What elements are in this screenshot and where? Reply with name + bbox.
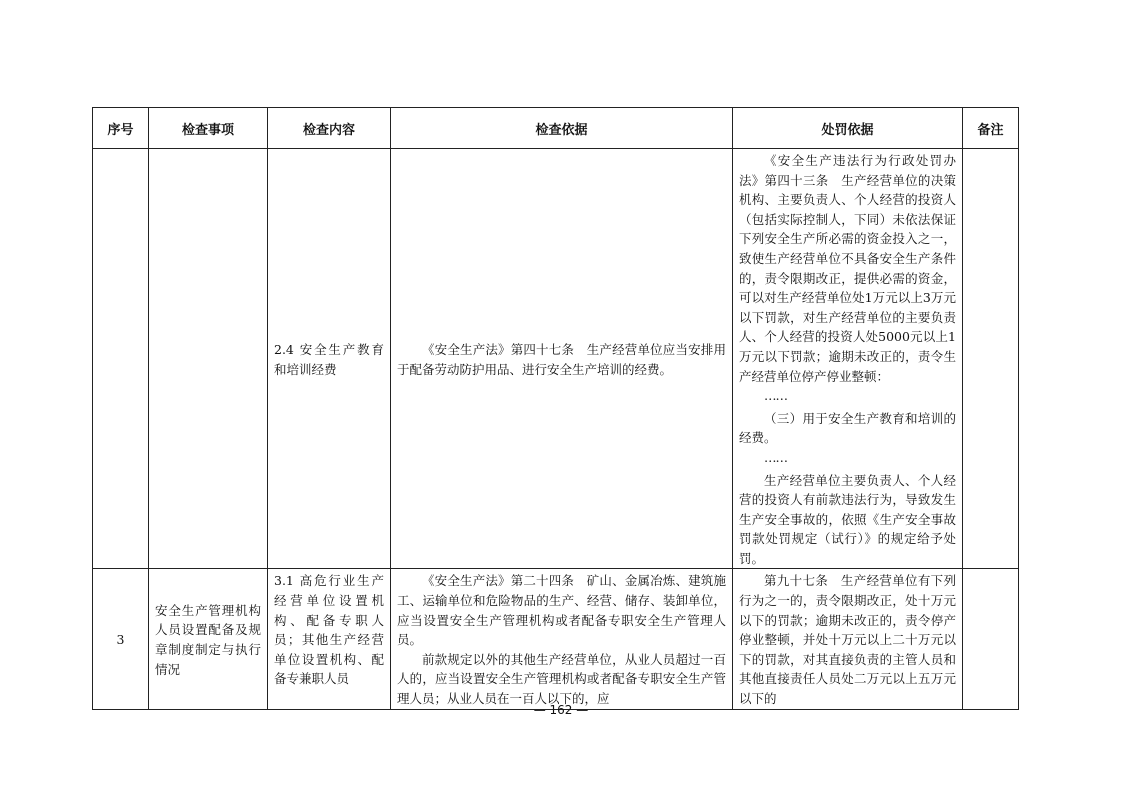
header-note: 备注 (963, 108, 1019, 149)
penalty-ellipsis: …… (764, 449, 787, 465)
row1-item (149, 149, 268, 569)
row1-penalty (733, 149, 963, 569)
basis-paragraph: 前款规定以外的其他生产经营单位，从业人员超过一百人的，应当设置安全生产管理机构或者配备专职安全生产管理人员；从业人员在一百人以下的，应 (397, 651, 726, 707)
row1-seq (93, 149, 149, 569)
row1-basis: 《安全生产法》第四十七条 生产经营单位应当安排用于配备劳动防护用品、进行安全生产培训的经费。 (391, 149, 733, 569)
basis-paragraph: 《安全生产法》第二十四条 矿山、金属冶炼、建筑施工、运输单位和危险物品的生产、经营、储存、装卸单位，应当设置安全生产管理机构或者配备专职安全生产管理人员。 (397, 573, 726, 648)
row2-content: 3.1 高危行业生产经营单位设置机构、配备专职人员；其他生产经营单位设置机构、配备专兼职人员 (268, 569, 391, 709)
header-penalty: 处罚依据 (733, 108, 963, 149)
header-seq: 序号 (93, 108, 149, 149)
row1-content: 2.4 安全生产教育和培训经费 (268, 149, 391, 569)
row2-item: 安全生产管理机构人员设置配备及规章制度制定与执行情况 (149, 569, 268, 709)
penalty-paragraph: 生产经营单位主要负责人、个人经营的投资人有前款违法行为，导致发生生产安全事故的，依照《生产安全事故罚款处罚规定（试行）》的规定给予处罚。 (739, 472, 956, 566)
header-content: 检查内容 (268, 108, 391, 149)
header-row (93, 108, 1019, 149)
penalty-ellipsis: …… (764, 388, 787, 404)
header-item: 检查事项 (149, 108, 268, 149)
row2-seq: 3 (93, 569, 149, 709)
table-row (93, 149, 1019, 569)
row2-basis (391, 569, 733, 709)
page-number: — 162 — (533, 703, 589, 717)
penalty-paragraph: （三）用于安全生产教育和培训的经费。 (739, 410, 956, 446)
table-row (93, 569, 1019, 709)
regulation-table (92, 107, 1019, 710)
penalty-paragraph: 《安全生产违法行为行政处罚办法》第四十三条 生产经营单位的决策机构、主要负责人、个人经营的投资人（包括实际控制人，下同）未依法保证下列安全生产所必需的资金投入之一，致使生产经营单位不具备安全生产条件的，责令限期改正，提供必需的资金，可以对生产经营单位处1万元以上3万元以下罚款，对生产经营单位的主要负责人、个人经营的投资人处5000元以上1万元以下罚款；逾期未改正的，责令生产经营单位停产停业整顿： (739, 153, 956, 384)
row2-penalty: 第九十七条 生产经营单位有下列行为之一的，责令限期改正，处十万元以下的罚款；逾期未改正的，责令停产停业整顿，并处十万元以上二十万元以下的罚款，对其直接负责的主管人员和其他直接责任人员处二万元以上五万元以下的 (733, 569, 963, 709)
row1-note (963, 149, 1019, 569)
header-basis: 检查依据 (391, 108, 733, 149)
row2-note (963, 569, 1019, 709)
